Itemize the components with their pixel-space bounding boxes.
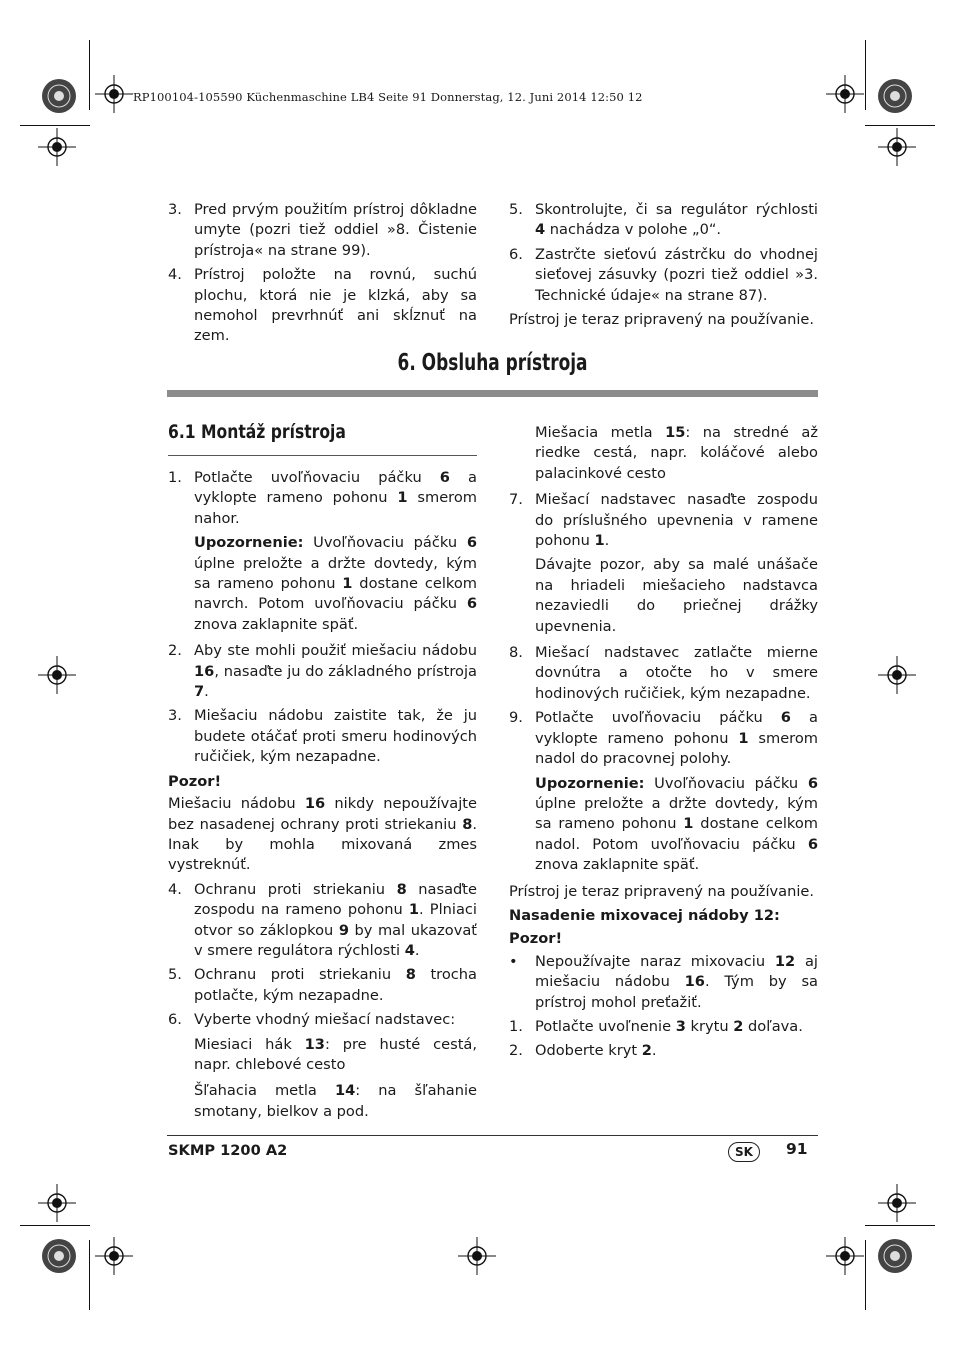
note: Upozornenie: Uvoľňovaciu páčku 6 úplne preložte a držte dovtedy, kým sa rameno pohonu 1 dostane celkom navrch. Potom uvoľňovaciu páčku 6 znova zaklapnite späť. xyxy=(194,534,477,633)
note: Upozornenie: Uvoľňovaciu páčku 6 úplne preložte a držte dovtedy, kým sa rameno pohonu 1 dostane celkom nadol. Potom uvoľňovaciu páčku 6 znova zaklapnite späť. xyxy=(535,774,818,874)
top-right-column xyxy=(509,200,818,334)
registration-crosshair-icon xyxy=(878,128,916,166)
right-column xyxy=(509,423,818,1066)
bullet-item: • Nepoužívajte naraz mixovaciu 12 aj miešaciu nádobu 16. Tým by sa prístroj mohol preťažiť. xyxy=(509,952,818,1011)
print-header: RP100104-105590 Küchenmaschine LB4 Seite 91 Donnerstag, 12. Juni 2014 12:50 12 xyxy=(133,90,643,104)
footer-model: SKMP 1200 A2 xyxy=(168,1142,288,1159)
list-item: 4. Ochranu proti striekaniu 8 nasaďte zospodu na rameno pohonu 1. Plniaci otvor so záklopkou 9 by mal ukazovať v smere regulátora rýchlosti 4. xyxy=(168,880,478,959)
section-heading: Nasadenie mixovacej nádoby 12: xyxy=(509,906,780,924)
attachment-option: Šľahacia metla 14: na šľahanie smotany, bielkov a pod. xyxy=(194,1082,477,1120)
ready-text: Prístroj je teraz pripravený na používanie. xyxy=(509,311,814,329)
registration-crosshair-icon xyxy=(38,1184,76,1222)
list-item: 5. Ochranu proti striekaniu 8 trocha potlačte, kým nezapadne. xyxy=(168,966,477,1004)
top-left-column xyxy=(168,200,477,351)
registration-rosette-icon xyxy=(876,1237,914,1275)
page-number: 91 xyxy=(786,1140,808,1158)
language-badge: SK xyxy=(728,1142,760,1162)
registration-crosshair-icon xyxy=(878,1184,916,1222)
ready-text: Prístroj je teraz pripravený na používanie. xyxy=(509,882,814,900)
registration-crosshair-icon xyxy=(826,1237,864,1275)
list-item: 1. Potlačte uvoľnenie 3 krytu 2 doľava. xyxy=(509,1017,803,1035)
subsection-rule xyxy=(168,455,477,456)
registration-rosette-icon xyxy=(40,77,78,115)
list-item: 7. Miešací nadstavec nasaďte zospodu do príslušného upevnenia v ramene pohonu 1. xyxy=(509,491,818,550)
registration-crosshair-icon xyxy=(38,656,76,694)
attachment-option: Miesiaci hák 13: pre husté cestá, napr. chlebové cesto xyxy=(194,1035,477,1073)
registration-crosshair-icon xyxy=(826,75,864,113)
registration-crosshair-icon xyxy=(95,1237,133,1275)
section-title: 6. Obsluha prístroja xyxy=(397,350,588,376)
warning-heading: Pozor! xyxy=(509,930,563,948)
list-item: 3. Pred prvým použitím prístroj dôkladne umyte (pozri tiež oddiel »8. Čistenie prístroja« na strane 99). xyxy=(168,201,477,259)
registration-crosshair-icon xyxy=(95,75,133,113)
list-item: 6. Zastrčte sieťovú zástrčku do vhodnej sieťovej zásuvky (pozri tiež oddiel »3. Technické údaje« na strane 87). xyxy=(509,245,818,304)
footer-rule xyxy=(167,1135,818,1136)
list-item: 4. Prístroj položte na rovnú, suchú plochu, ktorá nie je klzká, aby sa nemohol prevrhnúť ani skĺznuť na zem. xyxy=(168,266,477,345)
registration-crosshair-icon xyxy=(38,128,76,166)
list-item: 3. Miešaciu nádobu zaistite tak, že ju budete otáčať proti smeru hodinových ručičiek, kým nezapadne. xyxy=(168,707,477,766)
registration-crosshair-icon xyxy=(878,656,916,694)
note: Dávajte pozor, aby sa malé unášače na hriadeli miešacieho nadstavca nezaviedli do priečnej drážky upevnenia. xyxy=(535,556,818,635)
subsection-title: 6.1 Montáž prístroja xyxy=(168,421,346,443)
list-item: 5. Skontrolujte, či sa regulátor rýchlosti 4 nachádza v polohe „0“. xyxy=(509,201,818,239)
section-title-bar xyxy=(167,390,818,397)
registration-rosette-icon xyxy=(40,1237,78,1275)
list-item: 2. Aby ste mohli použiť miešaciu nádobu 16, nasaďte ju do základného prístroja 7. xyxy=(168,642,477,701)
registration-crosshair-icon xyxy=(458,1237,496,1275)
list-item: 8. Miešací nadstavec zatlačte mierne dovnútra a otočte ho v smere hodinových ručičiek, kým nezapadne. xyxy=(509,644,818,702)
registration-rosette-icon xyxy=(876,77,914,115)
list-item: 2. Odoberte kryt 2. xyxy=(509,1042,657,1060)
left-column xyxy=(168,468,477,1128)
list-item: 6. Vyberte vhodný miešací nadstavec: xyxy=(168,1011,456,1029)
attachment-option: Miešacia metla 15: na stredné až riedke cestá, napr. koláčové alebo palacinkové cesto xyxy=(535,424,818,482)
warning-heading: Pozor! xyxy=(168,772,222,790)
list-item: 9. Potlačte uvoľňovaciu páčku 6 a vyklopte rameno pohonu 1 smerom nadol do pracovnej polohy. xyxy=(509,709,818,768)
warning-text: Miešaciu nádobu 16 nikdy nepoužívajte bez nasadenej ochrany proti striekaniu 8. Inak by mohla mixovaná zmes vystreknúť. xyxy=(168,795,477,874)
list-item: 1. Potlačte uvoľňovaciu páčku 6 a vyklopte rameno pohonu 1 smerom nahor. xyxy=(168,469,477,527)
